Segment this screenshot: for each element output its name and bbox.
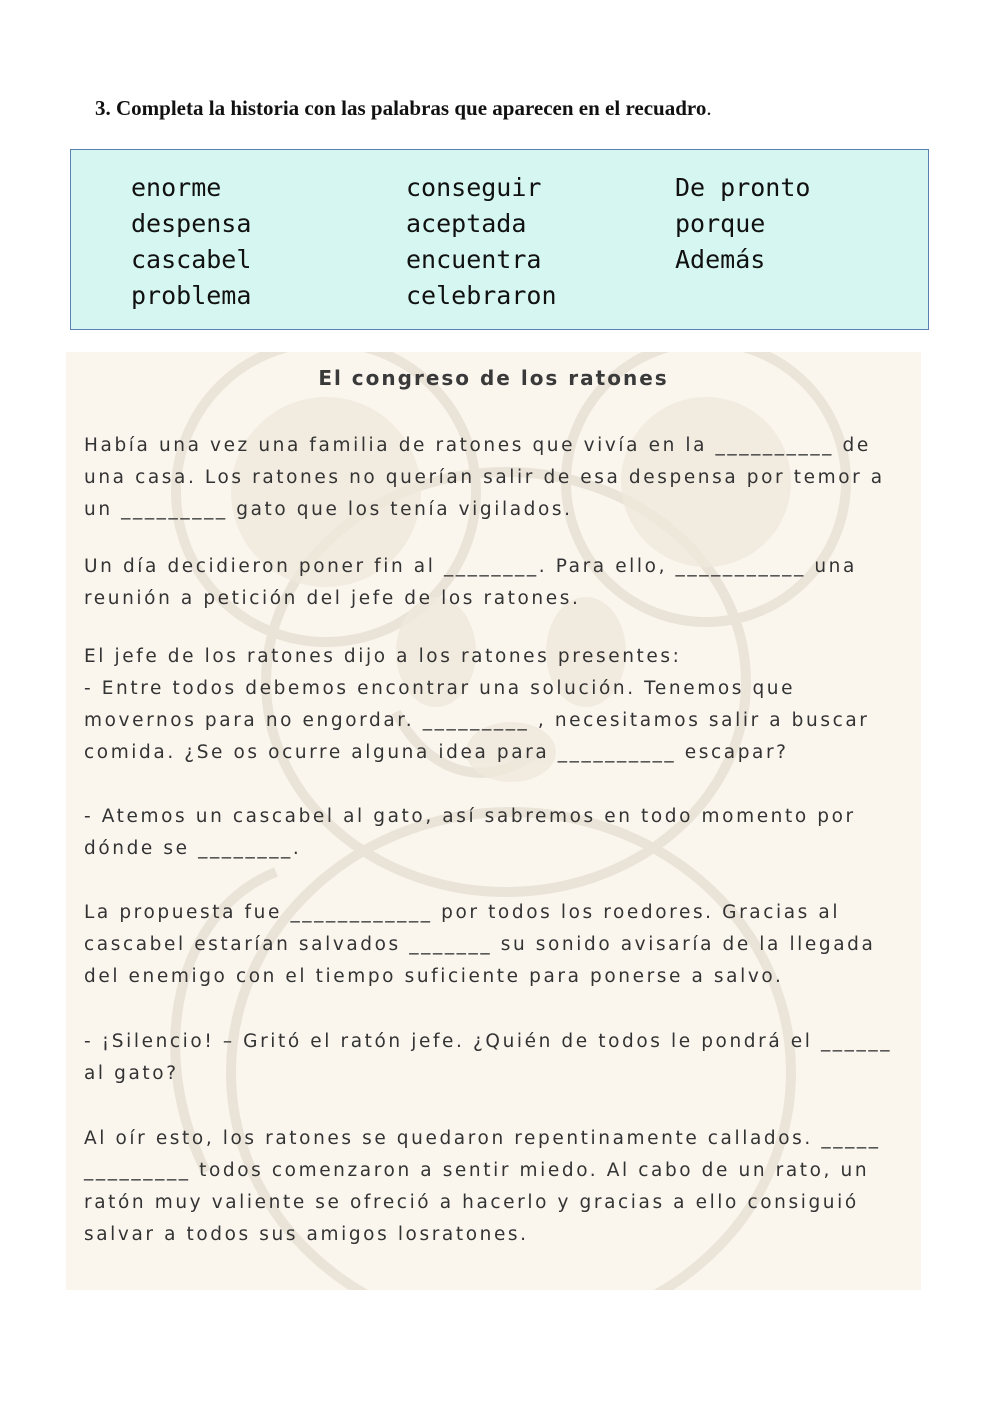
story-line: dónde se ________.	[84, 838, 302, 859]
story-line: - ¡Silencio! – Gritó el ratón jefe. ¿Quién de todos le pondrá el ______	[84, 1031, 893, 1052]
story-line: La propuesta fue ____________ por todos los roedores. Gracias al	[84, 902, 841, 923]
story-paragraph-7	[84, 1123, 902, 1251]
story-line: comida. ¿Se os ocurre alguna idea para __________ escapar?	[84, 742, 789, 763]
word-bank-column-1	[131, 170, 251, 314]
story-line: _________ todos comenzaron a sentir miedo. Al cabo de un rato, un	[84, 1160, 870, 1181]
story-line: reunión a petición del jefe de los ratones.	[84, 588, 581, 609]
instruction-text: 3. Completa la historia con las palabras que aparecen en el recuadro	[95, 96, 707, 120]
word-bank-word: celebraron	[406, 281, 557, 310]
story-line: Un día decidieron poner fin al ________. Para ello, ___________ una	[84, 556, 857, 577]
story-paragraph-5	[84, 897, 902, 993]
story-line: un _________ gato que los tenía vigilados.	[84, 499, 573, 520]
word-bank-column-2	[406, 170, 557, 314]
story-line: Al oír esto, los ratones se quedaron repentinamente callados. _____	[84, 1128, 881, 1149]
word-bank-word: encuentra	[406, 245, 542, 274]
word-bank-word: despensa	[131, 209, 252, 238]
story-paragraph-6	[84, 1026, 902, 1090]
story-line: del enemigo con el tiempo suficiente para ponerse a salvo.	[84, 966, 784, 987]
story-title: El congreso de los ratones	[318, 366, 669, 390]
instruction-period: .	[706, 96, 712, 120]
word-bank-word: conseguir	[406, 173, 542, 202]
story-line: movernos para no engordar. _________ , necesitamos salir a buscar	[84, 710, 870, 731]
word-bank-word: problema	[131, 281, 252, 310]
story-line: cascabel estarían salvados _______ su sonido avisaría de la llegada	[84, 934, 876, 955]
word-bank-word: enorme	[131, 173, 222, 202]
story-paragraph-3	[84, 641, 902, 769]
story-line: una casa. Los ratones no querían salir de esa despensa por temor a	[84, 467, 885, 488]
word-bank-word: Además	[675, 245, 766, 274]
word-bank-word: aceptada	[406, 209, 527, 238]
story-paragraph-4	[84, 801, 902, 865]
story-line: al gato?	[84, 1063, 179, 1084]
word-bank-word: De pronto	[675, 173, 811, 202]
word-bank-word: cascabel	[131, 245, 252, 274]
story-paragraph-2	[84, 551, 902, 615]
story-line: - Entre todos debemos encontrar una solución. Tenemos que	[84, 678, 796, 699]
story-panel	[66, 352, 921, 1290]
story-line: - Atemos un cascabel al gato, así sabremos en todo momento por	[84, 806, 856, 827]
word-bank-box	[70, 149, 929, 330]
story-line: El jefe de los ratones dijo a los ratones presentes:	[84, 646, 682, 667]
exercise-instruction	[95, 96, 935, 121]
story-line: ratón muy valiente se ofreció a hacerlo y gracias a ello consiguió	[84, 1192, 859, 1213]
story-paragraph-1	[84, 430, 902, 526]
word-bank-column-3	[675, 170, 810, 278]
story-line: salvar a todos sus amigos losratones.	[84, 1224, 529, 1245]
word-bank-word: porque	[675, 209, 766, 238]
story-line: Había una vez una familia de ratones que vivía en la __________ de	[84, 435, 871, 456]
